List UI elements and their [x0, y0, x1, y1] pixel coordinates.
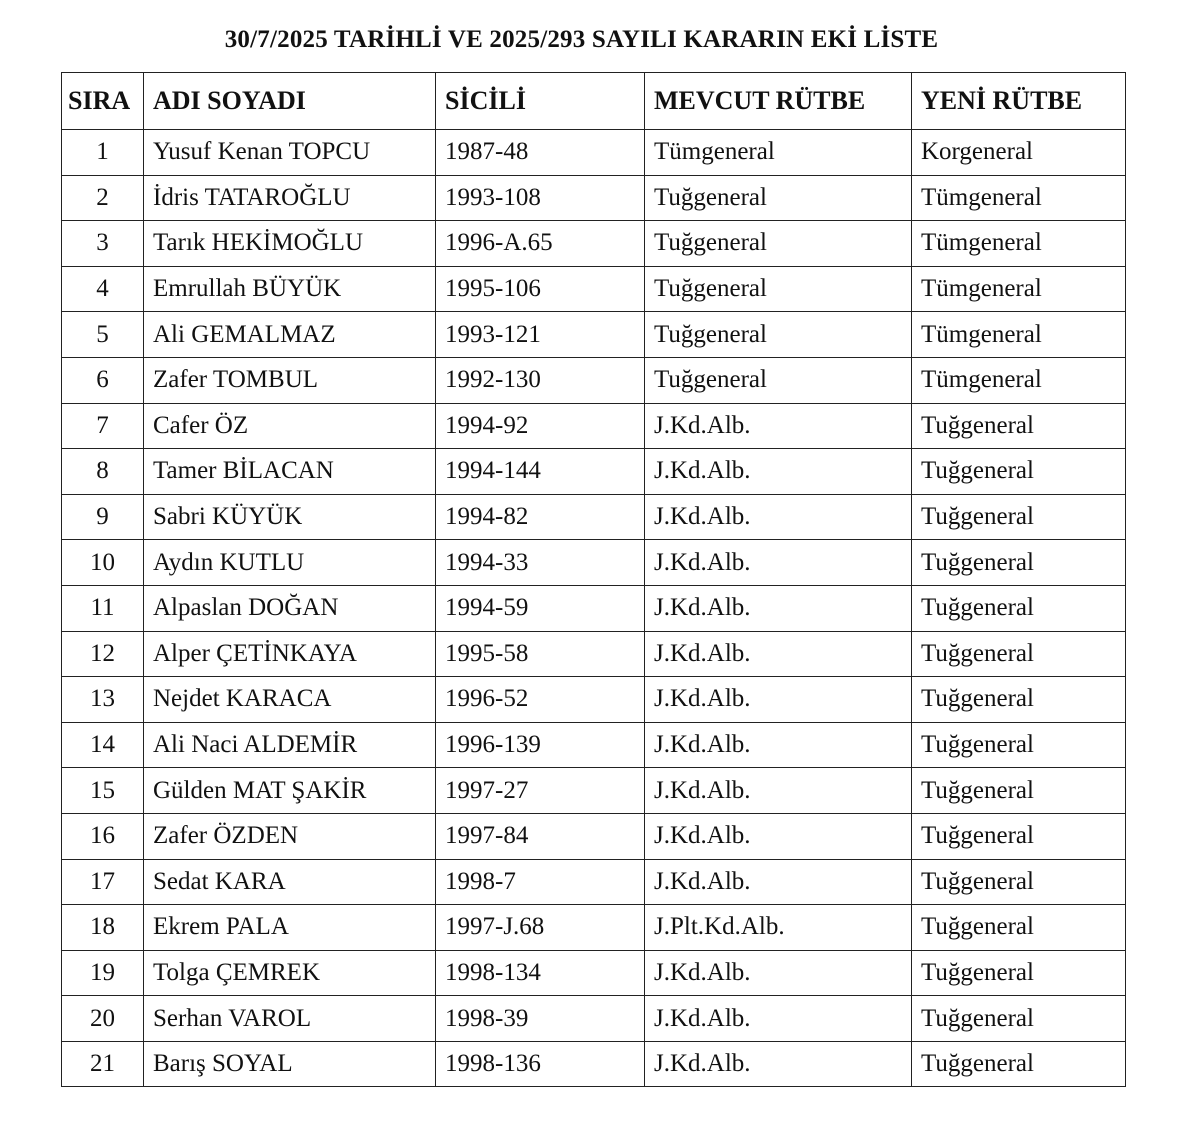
cell-current-rank: Tuğgeneral	[645, 266, 912, 312]
table-row	[62, 540, 1126, 586]
cell-current-rank: J.Kd.Alb.	[645, 585, 912, 631]
cell-sicil: 1998-134	[436, 950, 645, 996]
cell-sicil: 1996-A.65	[436, 221, 645, 267]
cell-sicil: 1995-106	[436, 266, 645, 312]
cell-new-rank: Tümgeneral	[912, 175, 1126, 221]
cell-name: Gülden MAT ŞAKİR	[144, 768, 436, 814]
cell-current-rank: J.Kd.Alb.	[645, 950, 912, 996]
cell-name: Emrullah BÜYÜK	[144, 266, 436, 312]
cell-sicil: 1998-7	[436, 859, 645, 905]
cell-current-rank: Tuğgeneral	[645, 312, 912, 358]
cell-sira: 5	[62, 312, 144, 358]
cell-new-rank: Tuğgeneral	[912, 859, 1126, 905]
cell-name: Cafer ÖZ	[144, 403, 436, 449]
cell-new-rank: Tuğgeneral	[912, 950, 1126, 996]
table-row	[62, 859, 1126, 905]
table-row	[62, 677, 1126, 723]
cell-sira: 6	[62, 357, 144, 403]
cell-sicil: 1994-144	[436, 449, 645, 495]
cell-name: Sedat KARA	[144, 859, 436, 905]
table-row	[62, 266, 1126, 312]
cell-name: Zafer TOMBUL	[144, 357, 436, 403]
cell-current-rank: J.Kd.Alb.	[645, 494, 912, 540]
cell-new-rank: Tuğgeneral	[912, 403, 1126, 449]
cell-sicil: 1987-48	[436, 130, 645, 176]
cell-new-rank: Tümgeneral	[912, 221, 1126, 267]
cell-current-rank: J.Kd.Alb.	[645, 540, 912, 586]
cell-name: Barış SOYAL	[144, 1041, 436, 1087]
column-header-sira: SIRA	[62, 73, 144, 130]
cell-new-rank: Tuğgeneral	[912, 768, 1126, 814]
cell-sira: 15	[62, 768, 144, 814]
cell-current-rank: Tuğgeneral	[645, 175, 912, 221]
cell-name: Aydın KUTLU	[144, 540, 436, 586]
cell-sicil: 1992-130	[436, 357, 645, 403]
cell-new-rank: Korgeneral	[912, 130, 1126, 176]
cell-sicil: 1996-52	[436, 677, 645, 723]
cell-sira: 19	[62, 950, 144, 996]
cell-sira: 21	[62, 1041, 144, 1087]
table-row	[62, 494, 1126, 540]
cell-sicil: 1997-J.68	[436, 905, 645, 951]
cell-name: Zafer ÖZDEN	[144, 813, 436, 859]
cell-sira: 16	[62, 813, 144, 859]
cell-name: Ali GEMALMAZ	[144, 312, 436, 358]
cell-sicil: 1998-39	[436, 996, 645, 1042]
cell-current-rank: J.Kd.Alb.	[645, 631, 912, 677]
table-body	[62, 130, 1126, 1087]
cell-new-rank: Tuğgeneral	[912, 494, 1126, 540]
column-header-new-rank: YENİ RÜTBE	[912, 73, 1126, 130]
cell-current-rank: Tümgeneral	[645, 130, 912, 176]
cell-sicil: 1994-33	[436, 540, 645, 586]
table-row	[62, 905, 1126, 951]
table-row	[62, 312, 1126, 358]
cell-sira: 4	[62, 266, 144, 312]
cell-sicil: 1994-92	[436, 403, 645, 449]
cell-name: Serhan VAROL	[144, 996, 436, 1042]
cell-sira: 10	[62, 540, 144, 586]
cell-sira: 11	[62, 585, 144, 631]
cell-sira: 20	[62, 996, 144, 1042]
cell-sira: 8	[62, 449, 144, 495]
cell-new-rank: Tümgeneral	[912, 357, 1126, 403]
cell-sira: 17	[62, 859, 144, 905]
cell-new-rank: Tümgeneral	[912, 312, 1126, 358]
cell-name: Tolga ÇEMREK	[144, 950, 436, 996]
cell-name: Tarık HEKİMOĞLU	[144, 221, 436, 267]
cell-new-rank: Tuğgeneral	[912, 540, 1126, 586]
cell-name: Yusuf Kenan TOPCU	[144, 130, 436, 176]
table-row	[62, 130, 1126, 176]
cell-new-rank: Tuğgeneral	[912, 813, 1126, 859]
table-row	[62, 631, 1126, 677]
cell-current-rank: J.Kd.Alb.	[645, 1041, 912, 1087]
table-row	[62, 768, 1126, 814]
cell-name: Ekrem PALA	[144, 905, 436, 951]
cell-sira: 9	[62, 494, 144, 540]
cell-name: Alper ÇETİNKAYA	[144, 631, 436, 677]
table-row	[62, 221, 1126, 267]
cell-current-rank: Tuğgeneral	[645, 357, 912, 403]
cell-current-rank: J.Kd.Alb.	[645, 768, 912, 814]
cell-current-rank: J.Kd.Alb.	[645, 813, 912, 859]
cell-sicil: 1997-27	[436, 768, 645, 814]
cell-sicil: 1993-121	[436, 312, 645, 358]
cell-new-rank: Tuğgeneral	[912, 722, 1126, 768]
cell-current-rank: J.Kd.Alb.	[645, 677, 912, 723]
cell-sicil: 1998-136	[436, 1041, 645, 1087]
document-title: 30/7/2025 TARİHLİ VE 2025/293 SAYILI KARARIN EKİ LİSTE	[224, 26, 939, 53]
cell-current-rank: J.Kd.Alb.	[645, 449, 912, 495]
cell-name: Ali Naci ALDEMİR	[144, 722, 436, 768]
cell-sira: 14	[62, 722, 144, 768]
table-row	[62, 585, 1126, 631]
cell-sicil: 1994-59	[436, 585, 645, 631]
table-row	[62, 950, 1126, 996]
cell-new-rank: Tuğgeneral	[912, 996, 1126, 1042]
cell-new-rank: Tuğgeneral	[912, 585, 1126, 631]
cell-sira: 12	[62, 631, 144, 677]
cell-sira: 1	[62, 130, 144, 176]
column-header-current-rank: MEVCUT RÜTBE	[645, 73, 912, 130]
cell-sicil: 1995-58	[436, 631, 645, 677]
cell-sicil: 1994-82	[436, 494, 645, 540]
cell-current-rank: J.Kd.Alb.	[645, 859, 912, 905]
table-row	[62, 722, 1126, 768]
cell-sira: 3	[62, 221, 144, 267]
cell-new-rank: Tuğgeneral	[912, 905, 1126, 951]
cell-sira: 18	[62, 905, 144, 951]
cell-name: İdris TATAROĞLU	[144, 175, 436, 221]
cell-sicil: 1996-139	[436, 722, 645, 768]
table-row	[62, 357, 1126, 403]
cell-name: Tamer BİLACAN	[144, 449, 436, 495]
cell-name: Sabri KÜYÜK	[144, 494, 436, 540]
cell-sira: 13	[62, 677, 144, 723]
cell-current-rank: Tuğgeneral	[645, 221, 912, 267]
cell-current-rank: J.Kd.Alb.	[645, 403, 912, 449]
cell-sira: 2	[62, 175, 144, 221]
table-row	[62, 996, 1126, 1042]
table-row	[62, 175, 1126, 221]
table-row	[62, 1041, 1126, 1087]
cell-sicil: 1997-84	[436, 813, 645, 859]
cell-sicil: 1993-108	[436, 175, 645, 221]
cell-new-rank: Tuğgeneral	[912, 631, 1126, 677]
table-row	[62, 449, 1126, 495]
header-row	[62, 73, 1126, 130]
cell-new-rank: Tuğgeneral	[912, 1041, 1126, 1087]
column-header-sicil: SİCİLİ	[436, 73, 645, 130]
cell-name: Nejdet KARACA	[144, 677, 436, 723]
cell-new-rank: Tuğgeneral	[912, 449, 1126, 495]
cell-new-rank: Tümgeneral	[912, 266, 1126, 312]
cell-current-rank: J.Kd.Alb.	[645, 722, 912, 768]
cell-name: Alpaslan DOĞAN	[144, 585, 436, 631]
promotion-table	[61, 72, 1126, 1087]
column-header-name: ADI SOYADI	[144, 73, 436, 130]
cell-current-rank: J.Kd.Alb.	[645, 996, 912, 1042]
table-row	[62, 813, 1126, 859]
table-row	[62, 403, 1126, 449]
cell-current-rank: J.Plt.Kd.Alb.	[645, 905, 912, 951]
cell-new-rank: Tuğgeneral	[912, 677, 1126, 723]
cell-sira: 7	[62, 403, 144, 449]
